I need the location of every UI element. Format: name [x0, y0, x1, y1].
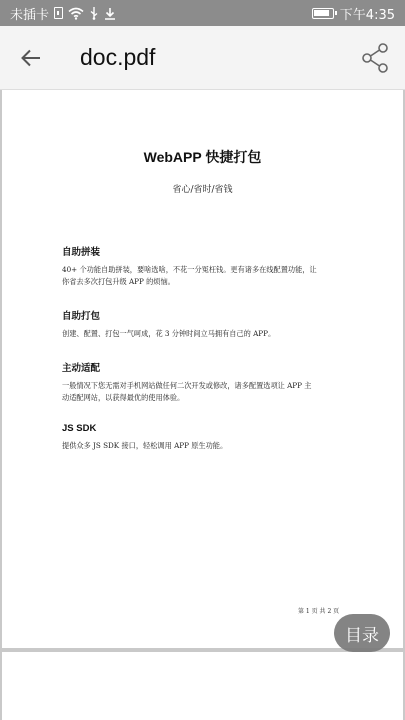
arrow-left-icon — [21, 49, 41, 67]
section-body — [62, 264, 352, 288]
section-title: 主动适配 — [62, 363, 101, 374]
body-line: 一般情况下您无需对手机网站做任何二次开发或修改，诸多配置选项让 APP 主 — [62, 381, 312, 390]
pdf-page — [2, 652, 403, 720]
body-line: 提供众多 JS SDK 接口，轻松调用 APP 原生功能。 — [62, 441, 228, 450]
section-title: 自助打包 — [62, 311, 101, 322]
section-title: 自助拼装 — [62, 247, 101, 258]
battery-icon — [312, 8, 334, 19]
body-line: 创建、配置、打包一气呵成，花 3 分钟时间立马拥有自己的 APP。 — [62, 329, 276, 338]
section-body — [62, 380, 352, 404]
share-button[interactable] — [345, 26, 405, 90]
status-bar — [0, 0, 405, 26]
section-body — [62, 440, 352, 452]
doc-subtitle: 省心/省时/省钱 — [172, 185, 233, 195]
document-title: doc.pdf — [80, 44, 156, 70]
back-button[interactable] — [0, 26, 62, 90]
toc-button[interactable]: 目录 — [334, 614, 390, 652]
doc-heading: WebAPP 快捷打包 — [143, 149, 262, 165]
sim-icon — [54, 7, 63, 19]
wifi-icon — [68, 7, 84, 20]
pdf-page — [2, 90, 403, 648]
section-self-assembly — [62, 244, 352, 288]
clock: 下午4:35 — [339, 7, 395, 23]
body-line: 动适配网站，以获得最优的使用体验。 — [62, 393, 185, 402]
download-icon — [104, 7, 116, 20]
usb-icon — [89, 6, 99, 20]
section-title: JS SDK — [62, 423, 97, 434]
status-right — [312, 4, 395, 23]
share-icon — [361, 43, 389, 73]
body-line: 你省去多次打包升级 APP 的烦恼。 — [62, 277, 175, 286]
body-line: 40+ 个功能自助拼装，要啥选啥，不花一分冤枉钱。更有诸多在线配置功能，让 — [62, 265, 317, 274]
page-number: 第 1 页 共 2 页 — [298, 608, 340, 615]
section-self-packaging — [62, 308, 352, 340]
carrier-label: 未插卡 — [10, 7, 50, 23]
section-js-sdk — [62, 423, 352, 452]
section-auto-adapt — [62, 360, 352, 404]
app-bar — [0, 26, 405, 90]
section-body — [62, 328, 352, 340]
status-left — [10, 4, 116, 23]
